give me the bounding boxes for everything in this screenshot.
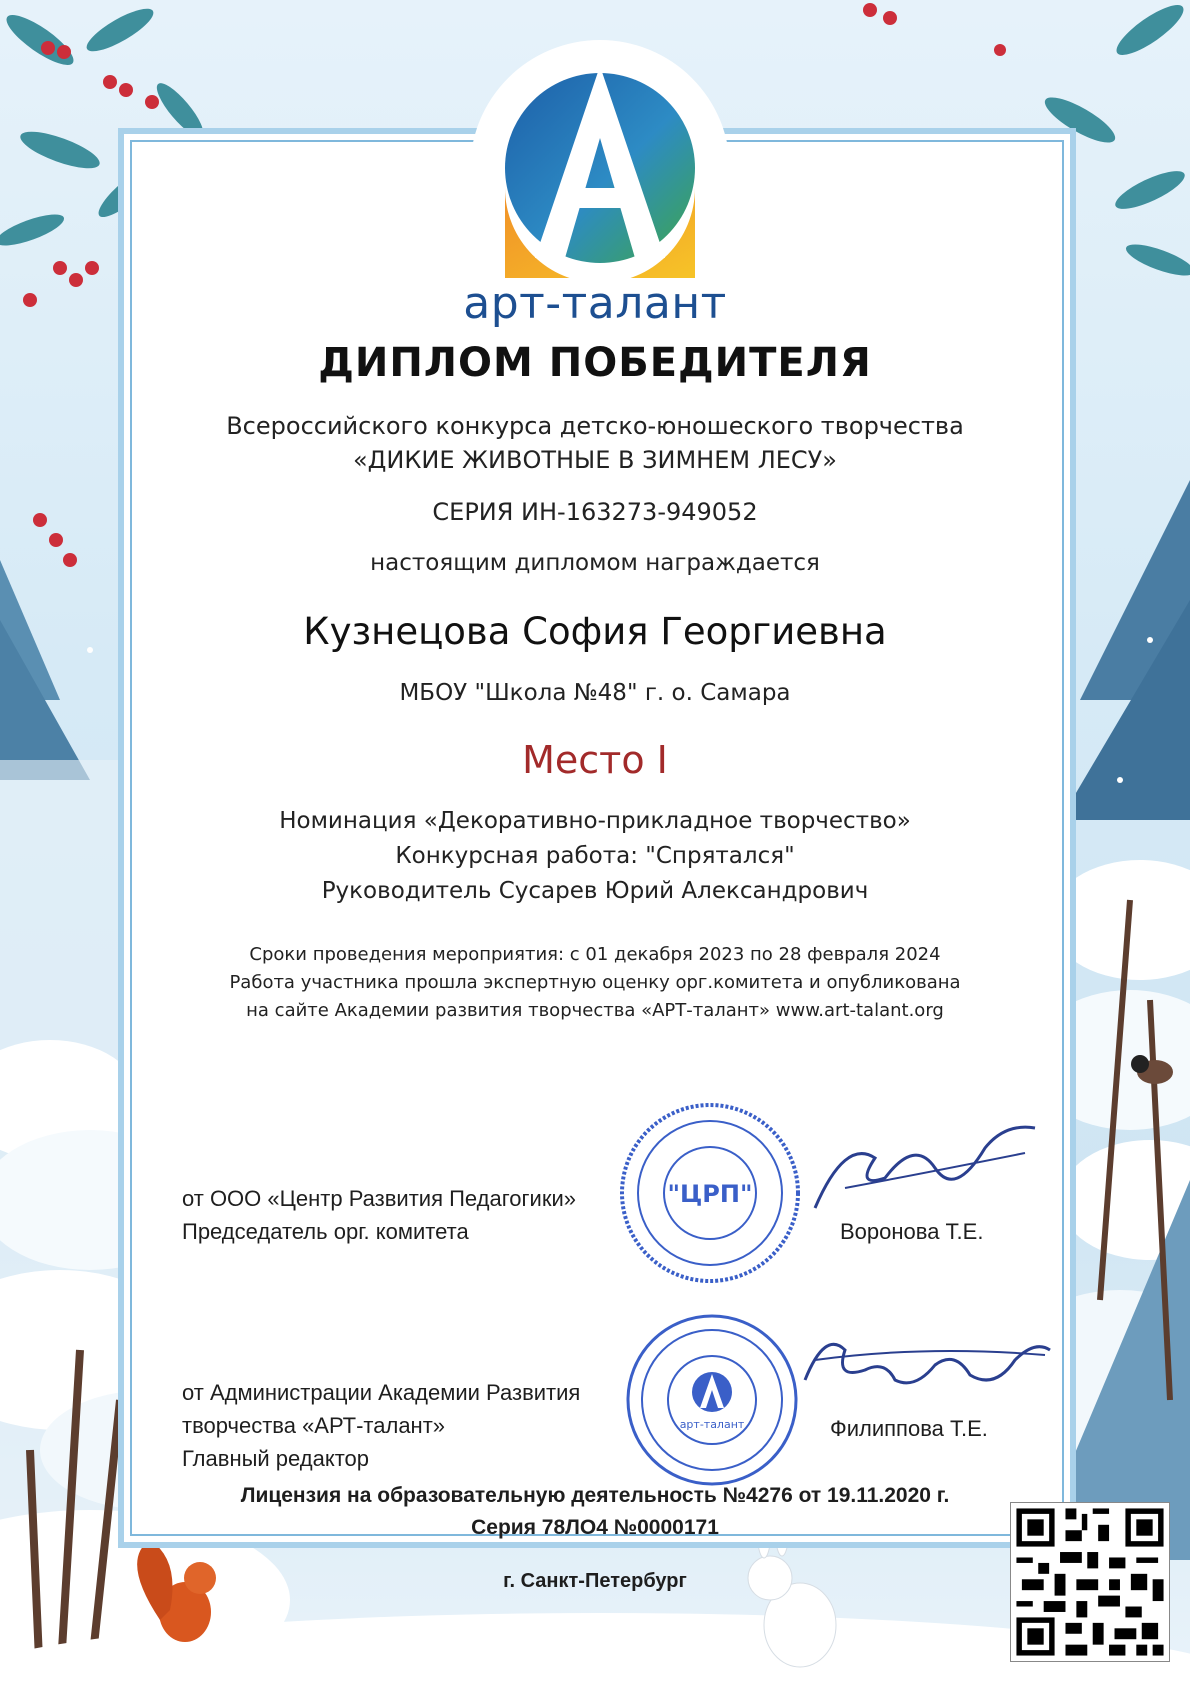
event-dates: Сроки проведения мероприятия: с 01 декабря 2023 по 28 февраля 2024 xyxy=(249,944,941,965)
signature2-name: Филиппова Т.Е. xyxy=(830,1416,988,1441)
signature-voronova-icon xyxy=(805,1118,1045,1228)
contest-line-2: «ДИКИЕ ЖИВОТНЫЕ В ЗИМНЕМ ЛЕСУ» xyxy=(353,446,837,474)
stamp-art-talant-text: арт-талант xyxy=(679,1418,745,1431)
signature-filippova-icon xyxy=(795,1320,1055,1430)
art-talant-logo-icon xyxy=(495,58,705,278)
brand-name: арт-талант xyxy=(463,278,727,329)
qr-code-icon xyxy=(1010,1502,1170,1662)
signature1-name: Воронова Т.Е. xyxy=(840,1219,984,1244)
competition-work: Конкурсная работа: "Спрятался" xyxy=(395,843,795,869)
signature2-org-line2: творчества «АРТ-талант» xyxy=(182,1413,446,1438)
awarded-text: настоящим дипломом награждается xyxy=(370,550,820,576)
stamp-art-talant-icon xyxy=(622,1310,802,1490)
supervisor: Руководитель Сусарев Юрий Александрович xyxy=(321,878,869,904)
nomination: Номинация «Декоративно-прикладное творчество» xyxy=(279,808,911,834)
city: г. Санкт-Петербург xyxy=(503,1570,687,1592)
contest-line-1: Всероссийского конкурса детско-юношеского творчества xyxy=(226,412,964,440)
recipient-name: Кузнецова София Георгиевна xyxy=(303,610,887,653)
berries-top-right-icon xyxy=(863,3,1006,56)
license-line-2: Серия 78ЛО4 №0000171 xyxy=(471,1516,719,1539)
review-line-2: на сайте Академии развития творчества «АРТ-талант» www.art-talant.org xyxy=(246,1000,944,1021)
diploma-title: ДИПЛОМ ПОБЕДИТЕЛЯ xyxy=(318,340,872,386)
review-line-1: Работа участника прошла экспертную оценку орг.комитета и опубликована xyxy=(229,972,961,993)
signature1-org: от ООО «Центр Развития Педагогики» xyxy=(182,1186,576,1211)
school-name: МБОУ "Школа №48" г. о. Самара xyxy=(399,680,791,706)
signature2-role: Главный редактор xyxy=(182,1446,370,1471)
series-number: СЕРИЯ ИН-163273-949052 xyxy=(432,498,758,526)
stamp-crp-text: "ЦРП" xyxy=(667,1180,753,1208)
license-line-1: Лицензия на образовательную деятельность №4276 от 19.11.2020 г. xyxy=(240,1484,950,1507)
signature2-org-line1: от Администрации Академии Развития xyxy=(182,1380,581,1405)
place-award: Место I xyxy=(522,738,668,782)
signature1-role: Председатель орг. комитета xyxy=(182,1219,469,1244)
stamp-crp-icon xyxy=(615,1098,805,1288)
